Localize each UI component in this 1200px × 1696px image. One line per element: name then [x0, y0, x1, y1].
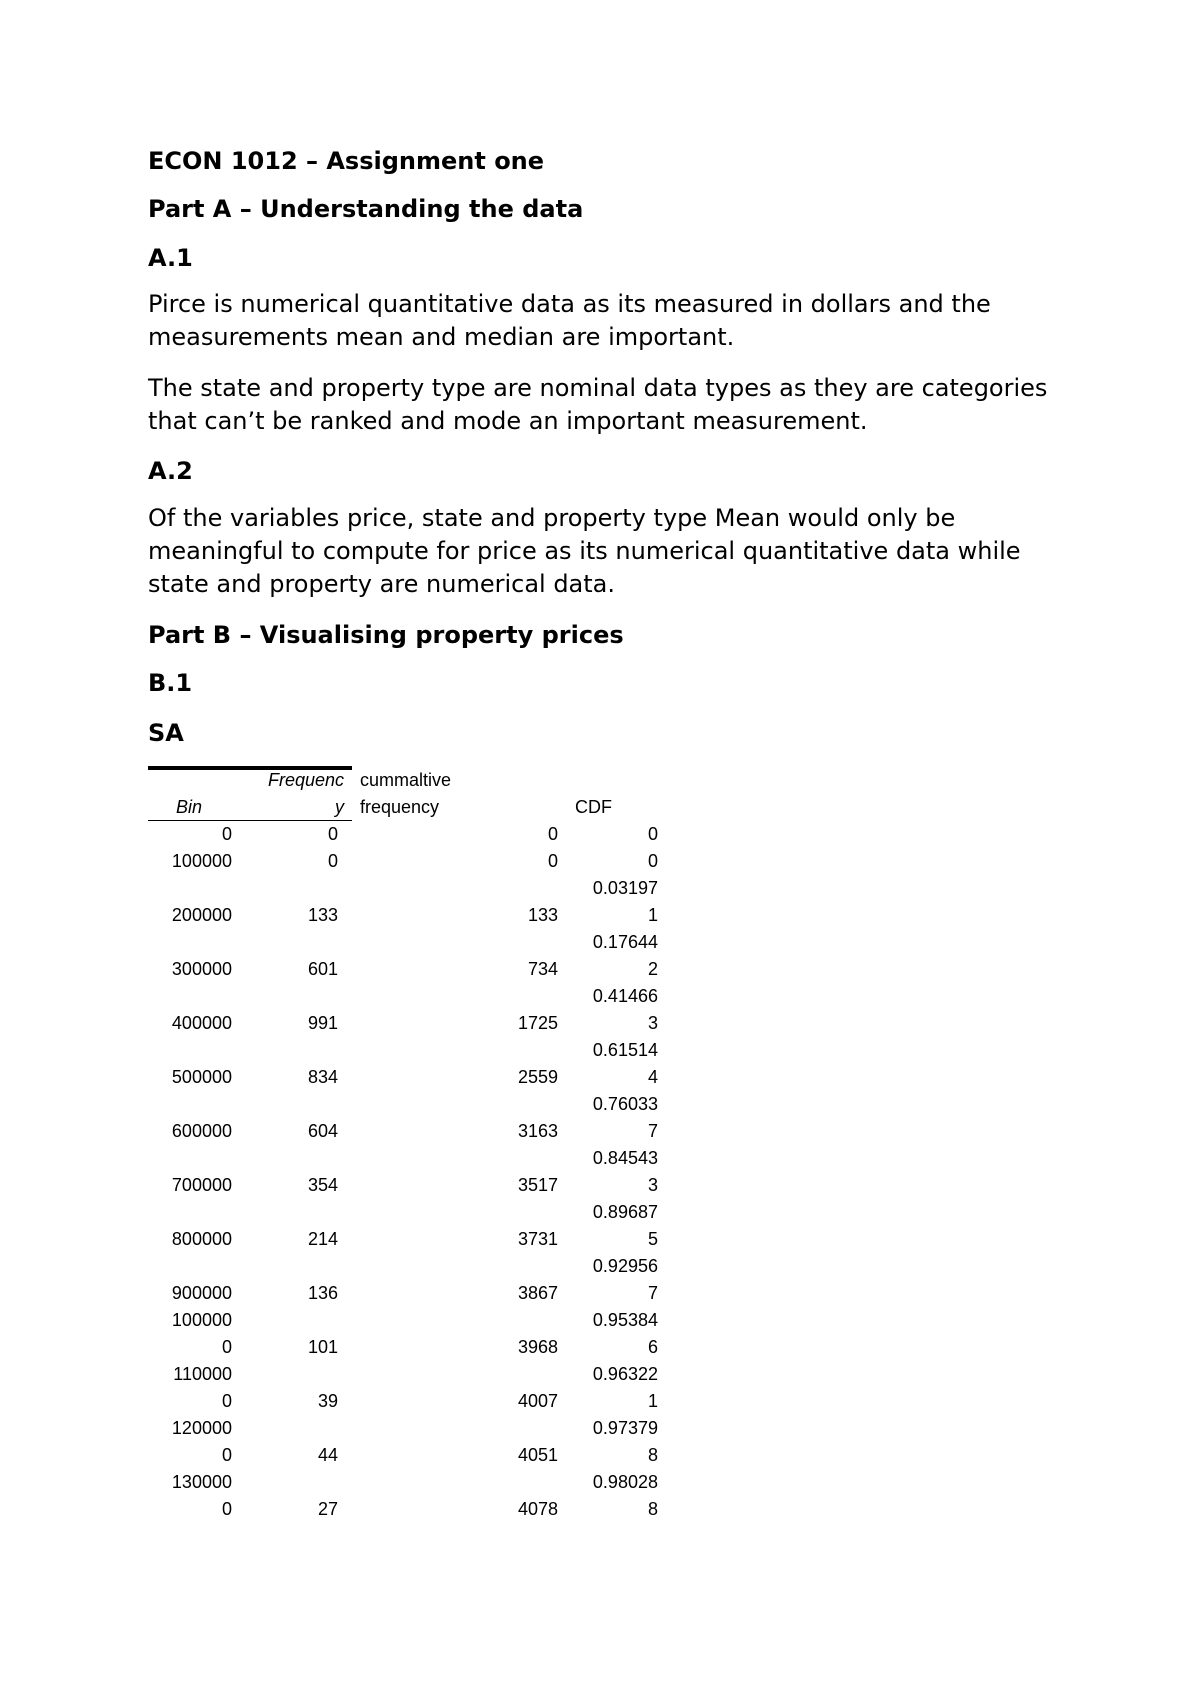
header-frequency-line2: y — [335, 797, 344, 817]
a2-line3: state and property are numerical data. — [148, 570, 616, 598]
a1-heading: A.1 — [148, 244, 193, 272]
cell-cumulative: 4007 — [517, 1391, 558, 1411]
cell-bin: 120000 — [171, 1418, 232, 1438]
cell-frequency: 991 — [307, 1013, 338, 1033]
a1-paragraph-2 — [148, 372, 1088, 438]
cell-frequency: 604 — [307, 1121, 338, 1141]
cell-bin: 100000 — [171, 1310, 232, 1330]
cell-cdf: 0 — [647, 851, 658, 871]
cell-cdf-wrap: 3 — [647, 1013, 658, 1033]
a1-p2-line1: The state and property type are nominal data types as they are categories — [148, 374, 1048, 402]
cell-cumulative: 4078 — [517, 1499, 558, 1519]
cell-cdf-wrap: 3 — [647, 1175, 658, 1195]
cell-cdf: 0.96322 — [592, 1364, 658, 1384]
cell-cdf-wrap: 2 — [647, 959, 658, 979]
cell-cdf-wrap: 7 — [647, 1283, 658, 1303]
cell-bin: 100000 — [171, 851, 232, 871]
cell-bin-wrap: 0 — [221, 1337, 232, 1357]
cell-cdf: 0.98028 — [592, 1472, 658, 1492]
cell-frequency: 0 — [327, 824, 338, 844]
cell-cumulative: 4051 — [517, 1445, 558, 1465]
cell-frequency: 214 — [307, 1229, 338, 1249]
a2-line1: Of the variables price, state and property type Mean would only be — [148, 504, 956, 532]
cell-frequency: 133 — [307, 905, 338, 925]
a2-line2: meaningful to compute for price as its numerical quantitative data while — [148, 537, 1021, 565]
a2-heading: A.2 — [148, 457, 193, 485]
cell-cdf: 0.84543 — [592, 1148, 658, 1168]
cell-bin: 130000 — [171, 1472, 232, 1492]
part-b-heading: Part B – Visualising property prices — [148, 621, 624, 649]
cell-cdf: 0.41466 — [592, 986, 658, 1006]
cell-cdf-wrap: 1 — [647, 905, 658, 925]
cell-frequency: 136 — [307, 1283, 338, 1303]
cell-bin: 400000 — [171, 1013, 232, 1033]
cell-bin: 900000 — [171, 1283, 232, 1303]
cell-bin: 600000 — [171, 1121, 232, 1141]
header-frequency-line1: Frequenc — [267, 770, 344, 790]
cell-bin: 110000 — [173, 1364, 232, 1384]
cell-bin: 800000 — [171, 1229, 232, 1249]
cell-cdf: 0.92956 — [592, 1256, 658, 1276]
cell-bin: 500000 — [171, 1067, 232, 1087]
cell-cdf: 0.03197 — [592, 878, 658, 898]
cell-cdf-wrap: 7 — [647, 1121, 658, 1141]
cell-bin-wrap: 0 — [221, 1499, 232, 1519]
cell-frequency: 101 — [307, 1337, 338, 1357]
a2-paragraph — [148, 502, 1088, 601]
cell-cdf-wrap: 5 — [647, 1229, 658, 1249]
cell-cumulative: 734 — [527, 959, 558, 979]
document-title: ECON 1012 – Assignment one — [148, 147, 545, 175]
header-bin: Bin — [176, 797, 203, 817]
cell-cdf-wrap: 1 — [647, 1391, 658, 1411]
header-cdf: CDF — [575, 797, 612, 817]
cell-cdf: 0.97379 — [592, 1418, 658, 1438]
cell-bin: 200000 — [171, 905, 232, 925]
cell-frequency: 39 — [317, 1391, 338, 1411]
cell-cdf: 0.17644 — [592, 932, 658, 952]
cell-bin-wrap: 0 — [221, 1445, 232, 1465]
header-cumulative-line2: frequency — [360, 797, 440, 817]
a1-paragraph-1 — [148, 288, 1088, 354]
cell-cumulative: 1725 — [517, 1013, 558, 1033]
cell-cdf: 0.76033 — [592, 1094, 658, 1114]
cell-bin: 300000 — [171, 959, 232, 979]
a1-p2-line2: that can’t be ranked and mode an important measurement. — [148, 407, 868, 435]
cell-bin: 0 — [221, 824, 232, 844]
b1-heading: B.1 — [148, 669, 193, 697]
cell-cumulative: 2559 — [517, 1067, 558, 1087]
header-cumulative-line1: cummaltive — [360, 770, 452, 790]
cell-bin: 700000 — [171, 1175, 232, 1195]
a1-p1-line2: measurements mean and median are important. — [148, 323, 735, 351]
cell-cdf: 0.95384 — [592, 1310, 658, 1330]
cell-frequency: 27 — [317, 1499, 338, 1519]
cell-cdf: 0.61514 — [592, 1040, 658, 1060]
part-a-heading: Part A – Understanding the data — [148, 195, 584, 223]
cell-frequency: 354 — [307, 1175, 338, 1195]
cell-cdf-wrap: 8 — [647, 1499, 658, 1519]
cell-frequency: 44 — [317, 1445, 338, 1465]
cell-cdf-wrap: 4 — [647, 1067, 658, 1087]
cell-cdf-wrap: 6 — [647, 1337, 658, 1357]
cell-cumulative: 133 — [527, 905, 558, 925]
a1-p1-line1: Pirce is numerical quantitative data as its measured in dollars and the — [148, 290, 991, 318]
cell-cdf: 0.89687 — [592, 1202, 658, 1222]
region-heading: SA — [148, 719, 184, 747]
cell-frequency: 601 — [307, 959, 338, 979]
cell-cumulative: 3163 — [517, 1121, 558, 1141]
cell-cumulative: 3517 — [517, 1175, 558, 1195]
cell-cumulative: 3968 — [517, 1337, 558, 1357]
cell-bin-wrap: 0 — [221, 1391, 232, 1411]
frequency-table — [148, 766, 668, 1546]
cell-cumulative: 3731 — [517, 1229, 558, 1249]
cell-frequency: 834 — [307, 1067, 338, 1087]
cell-frequency: 0 — [327, 851, 338, 871]
cell-cdf: 0 — [647, 824, 658, 844]
cell-cdf-wrap: 8 — [647, 1445, 658, 1465]
cell-cumulative: 3867 — [517, 1283, 558, 1303]
cell-cumulative: 0 — [547, 824, 558, 844]
cell-cumulative: 0 — [547, 851, 558, 871]
